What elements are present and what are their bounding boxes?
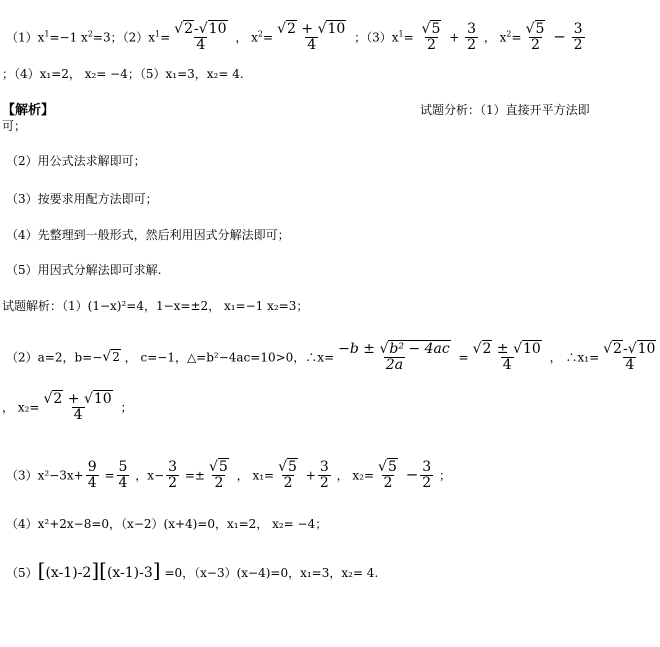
answer-line-2: ；（4）x₁=2， x₂= −4；（5）x₁=3，x₂= 4.	[2, 67, 244, 81]
denominator: 4	[118, 475, 128, 492]
solution-text: =	[458, 350, 469, 365]
solution-text: ；	[439, 468, 452, 483]
answer-line-1: $(1)x^1=-1$ $x^2=3$；$(2)x^1=$ √ $\frac{2-√ 10}{4}$ ， $x^2=$ √ $\frac{2 + √ 10}{4}$ ；$(3)x^1=$ √ $\frac{5}{2}$ + $\frac{3}{2}$ ， $x^2=$ √ $\frac{5}{2}$ − $\frac{3}{2}$	[6, 22, 587, 54]
bracket-left: [	[99, 558, 107, 582]
numerator: 3	[422, 459, 432, 475]
solution-text: ， x₁=	[236, 468, 275, 483]
radicand: 10	[93, 391, 112, 407]
solution-5	[6, 560, 378, 580]
denominator: 2	[214, 475, 224, 492]
denominator: 2	[319, 475, 329, 492]
numerator: 9	[87, 459, 97, 475]
solution-text: −	[405, 465, 419, 484]
denominator: 4	[625, 357, 635, 374]
fraction	[318, 460, 331, 492]
step-2: （2）用公式法求解即可；	[6, 154, 146, 168]
denominator: 2	[383, 475, 393, 492]
solution-text: ；	[120, 400, 133, 415]
fraction	[572, 22, 585, 54]
solution-text: =±	[184, 468, 205, 483]
subscript: 1	[155, 29, 161, 39]
numerator: 3	[319, 459, 329, 475]
denominator: 2	[467, 37, 476, 54]
radicand: 5	[431, 21, 441, 37]
fraction	[465, 22, 478, 54]
radicand: 2	[112, 350, 120, 365]
radicand: 2	[287, 21, 296, 37]
answer-text: ；（3）x	[354, 30, 399, 45]
answer-text: =3；（2）x	[92, 30, 156, 45]
radicand: 2	[613, 341, 622, 357]
fraction: √ $\frac{2-√ 10}{4}$	[601, 342, 658, 374]
subscript: 1	[398, 29, 404, 39]
numerator: 3	[168, 459, 178, 475]
denominator: 4	[307, 37, 317, 54]
solution-text: =0，（x−3）(x−4)=0，x₁=3，x₂= 4.	[164, 566, 379, 580]
answer-text: ， x	[235, 30, 258, 45]
radicand: 5	[535, 21, 545, 37]
answer-text: +	[449, 30, 460, 45]
solution-text: ，x−	[135, 468, 165, 483]
radicand: 5	[387, 459, 397, 475]
fraction	[524, 22, 548, 54]
subscript: 2	[87, 29, 93, 39]
answer-text: ， x	[483, 30, 507, 45]
fraction	[420, 460, 433, 492]
denominator: 2	[531, 37, 540, 54]
solution-text: ， c=−1，△=b²−4ac=10>0，∴x=	[124, 350, 335, 365]
fraction	[420, 22, 444, 54]
radicand: 5	[218, 459, 228, 475]
fraction: √ $\frac{2 + √ 10}{4}$	[41, 392, 114, 424]
solution-text: ， x₂=	[336, 468, 375, 483]
subscript: 2	[257, 29, 264, 39]
fraction	[207, 460, 231, 492]
analysis-tail: 可；	[2, 119, 27, 133]
bracket-left: [	[37, 558, 46, 582]
analysis-head: 试题分析：（1）直接开平方法即	[420, 103, 590, 117]
factor: (x-1)-3	[106, 565, 153, 581]
subscript: 1	[44, 29, 50, 39]
bracket-right: ]	[91, 558, 100, 582]
fraction: √ $\frac{2 + √ 10}{4}$	[275, 22, 348, 54]
solution-2b	[2, 392, 133, 424]
answer-text: −	[553, 27, 566, 46]
answer-text: =−1 x	[49, 30, 88, 45]
radicand: 2	[53, 391, 63, 407]
solution-1: 试题解析：（1）(1−x)²=4，1−x=±2， x₁=−1 x₂=3；	[2, 299, 309, 313]
denominator: 2	[283, 475, 293, 492]
solution-3	[6, 460, 451, 492]
denominator: 2	[426, 37, 436, 54]
solution-text: （2）a=2，b=−	[6, 350, 103, 365]
solution-text: =	[104, 468, 115, 483]
sqrt	[102, 350, 121, 364]
radicand: 10	[523, 341, 541, 357]
radicand: 10	[637, 341, 656, 357]
denominator: 4	[87, 475, 97, 492]
factor: (x-1)-2	[45, 565, 92, 581]
solution-text: （3）x²−3x+	[6, 468, 84, 483]
solution-text: +	[305, 468, 316, 483]
step-4: （4）先整理到一般形式，然后利用因式分解法即可；	[6, 228, 290, 242]
fraction	[86, 460, 99, 492]
radicand: 10	[208, 21, 227, 37]
denominator: 2a	[385, 357, 404, 374]
bracket-right: ]	[152, 558, 161, 582]
solution-4: （4）x²+2x−8=0，（x−2）(x+4)=0，x₁=2， x₂= −4；	[6, 517, 328, 531]
solution-text: ， x₂=	[2, 400, 40, 415]
fraction	[276, 460, 300, 492]
denominator: 4	[502, 357, 512, 374]
numerator: 3	[573, 21, 583, 37]
denominator: 2	[573, 37, 583, 54]
denominator: 2	[422, 475, 432, 492]
subscript: 2	[506, 29, 512, 39]
quadratic-formula: $\frac{\text{−b ± √ b² − 4ac}}{2a}$	[336, 342, 453, 374]
fraction	[117, 460, 130, 492]
fraction: √ $\frac{2-√ 10}{4}$	[172, 22, 229, 54]
denominator: 4	[196, 37, 206, 54]
fraction: √ $\frac{2 \pm √ 10}{4}$	[471, 342, 544, 374]
numerator: 5	[118, 459, 128, 475]
denominator: 2	[168, 475, 178, 492]
denominator: 4	[73, 407, 83, 424]
fraction	[166, 460, 179, 492]
radicand: 10	[327, 21, 346, 37]
answer-text: （1）x	[6, 30, 45, 45]
radicand: 5	[288, 459, 297, 475]
solution-text: （5）	[6, 566, 38, 580]
step-3: （3）按要求用配方法即可；	[6, 192, 158, 206]
step-5: （5）用因式分解法即可求解.	[6, 263, 162, 277]
solution-2	[6, 342, 660, 374]
jiexi-label: 【解析】	[2, 103, 55, 118]
fraction	[376, 460, 400, 492]
numerator: 3	[467, 21, 476, 37]
radicand: 2	[482, 341, 492, 357]
solution-text: ， ∴x₁=	[549, 350, 600, 365]
radicand: 2	[184, 21, 194, 37]
discriminant: b² − 4ac	[389, 341, 450, 357]
neg-b: −b	[338, 341, 359, 357]
